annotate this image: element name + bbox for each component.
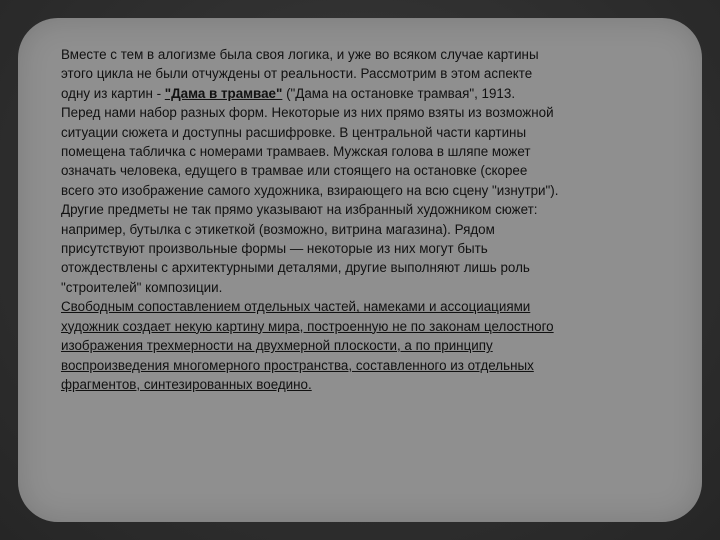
- underlined-line-4: воспроизведения многомерного пространства, составленного из отдельных: [61, 357, 534, 373]
- text-line-11: присутствуют произвольные формы — некоторые из них могут быть: [61, 241, 488, 257]
- text-line-4: Перед нами набор разных форм. Некоторые из них прямо взяты из возможной: [61, 105, 554, 121]
- text-line-8: всего это изображение самого художника, взирающего на всю сцену "изнутри").: [61, 182, 559, 198]
- text-line-13: "строителей" композиции.: [61, 279, 223, 295]
- underlined-line-2: художник создает некую картину мира, построенную не по законам целостного: [61, 318, 554, 334]
- underlined-line-3: изображения трехмерности на двухмерной плоскости, а по принципу: [61, 338, 493, 354]
- text-line-3-after: ("Дама на остановке трамвая", 1913.: [282, 85, 516, 101]
- text-line-10: например, бутылка с этикеткой (возможно, витрина магазина). Рядом: [61, 221, 495, 237]
- text-line-5: ситуации сюжета и доступны расшифровке. В центральной части картины: [61, 124, 527, 140]
- text-line-3-before: одну из картин -: [61, 85, 165, 101]
- text-line-7: означать человека, едущего в трамвае или стоящего на остановке (скорее: [61, 163, 528, 179]
- text-line-2: этого цикла не были отчуждены от реальности. Рассмотрим в этом аспекте: [61, 66, 533, 82]
- text-line-3: [61, 84, 661, 103]
- text-line-6: помещена табличка с номерами трамваев. Мужская голова в шляпе может: [61, 144, 531, 160]
- underlined-line-5: фрагментов, синтезированных воедино.: [61, 376, 312, 392]
- underlined-line-1: Свободным сопоставлением отдельных частей, намеками и ассоциациями: [61, 299, 531, 315]
- slide-text: [61, 45, 661, 394]
- painting-title-link[interactable]: "Дама в трамвае": [164, 85, 283, 101]
- text-line-9: Другие предметы не так прямо указывают на избранный художником сюжет:: [61, 202, 538, 218]
- text-line-12: отождествлены с архитектурными деталями, другие выполняют лишь роль: [61, 260, 530, 276]
- text-line-1: Вместе с тем в алогизме была своя логика, и уже во всяком случае картины: [61, 47, 539, 62]
